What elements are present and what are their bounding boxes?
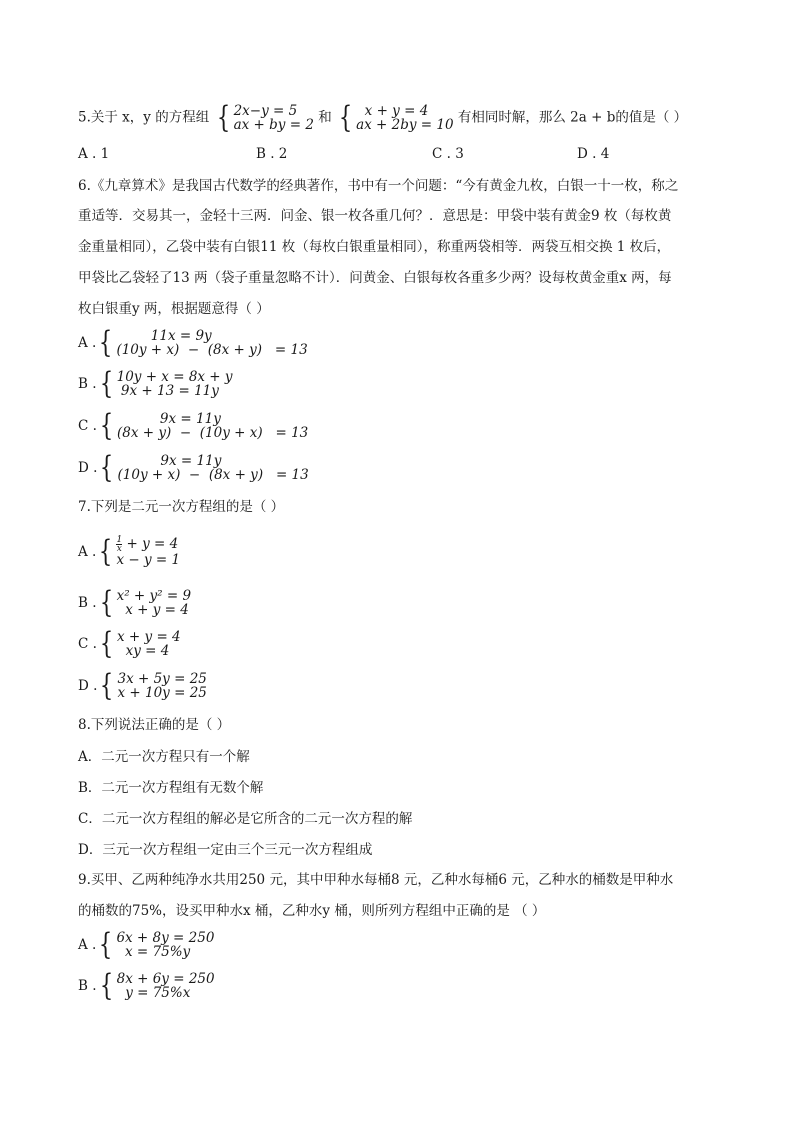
q5-sys2-row1: x + y = 4	[356, 103, 429, 119]
q7-option-d[interactable]: D . { 3x + 5y = 25 x + 10y = 25	[78, 668, 207, 703]
q5-sys2-row2: ax + 2by = 10	[356, 117, 454, 133]
q6-option-a-row1: 11x = 9y	[116, 328, 212, 344]
q7-option-b-row1: x² + y² = 9	[116, 588, 192, 604]
q9-option-b-row1: 8x + 6y = 250	[116, 971, 215, 987]
q7-option-b-label: B .	[78, 595, 97, 611]
q6-option-c-row1: 9x = 11y	[117, 411, 221, 427]
q6-option-c-row2: (8x + y) − (10y + x) = 13	[117, 425, 309, 441]
q6-option-d-row1: 9x = 11y	[117, 453, 222, 469]
q6-option-d-label: D .	[78, 460, 98, 476]
q9-option-a[interactable]: A . { 6x + 8y = 250 x = 75%y	[78, 927, 215, 962]
q7-option-a-label: A .	[78, 543, 97, 560]
q6-line-5: 枚白银重y 两，根据题意得（ ）	[78, 301, 270, 317]
q5-sys1-row1: 2x−y = 5	[233, 103, 298, 119]
q5-choice-c[interactable]: C . 3	[432, 146, 464, 162]
q7-option-d-row1: 3x + 5y = 25	[117, 671, 207, 687]
q6-option-b-row2: 9x + 13 = 11y	[116, 383, 219, 399]
q6-option-a[interactable]: A . { 11x = 9y (10y + x) − (8x + y) = 13	[78, 325, 308, 360]
q5-choice-a[interactable]: A . 1	[78, 146, 110, 162]
q7-option-b-row2: x + y = 4	[116, 602, 189, 618]
q9-option-b-row2: y = 75%x	[116, 985, 191, 1001]
q9-line-2: 的桶数的75%，设买甲种水x 桶，乙种水y 桶，则所列方程组中正确的是 （ ）	[78, 903, 546, 919]
q7-option-c-row2: xy = 4	[117, 643, 170, 659]
q8-option-b[interactable]: B．二元一次方程组有无数个解	[78, 780, 264, 796]
q7-option-c-row1: x + y = 4	[117, 629, 181, 645]
q7-stem: 7.下列是二元一次方程组的是（ ）	[78, 499, 285, 515]
q6-option-b[interactable]: B . { 10y + x = 8x + y 9x + 13 = 11y	[78, 366, 233, 401]
q9-option-a-row2: x = 75%y	[116, 944, 191, 960]
q6-option-c-label: C .	[78, 418, 97, 434]
q6-option-b-label: B .	[78, 376, 97, 392]
q6-option-a-label: A .	[78, 335, 97, 351]
q6-option-d-row2: (10y + x) − (8x + y) = 13	[117, 467, 309, 483]
q8-stem: 8.下列说法正确的是（ ）	[78, 717, 231, 733]
q5-stem	[78, 100, 688, 135]
q6-option-d[interactable]: D . { 9x = 11y (10y + x) − (8x + y) = 13	[78, 450, 309, 485]
q5-prefix: 5.关于 x，y 的方程组	[78, 109, 210, 126]
q7-option-d-label: D .	[78, 678, 98, 694]
q5-choice-b[interactable]: B . 2	[256, 146, 288, 162]
q6-line-1: 6.《九章算术》是我国古代数学的经典著作，书中有一个问题：“今有黄金九枚，白银一十一枚，称之	[78, 178, 679, 194]
q5-sys1-row2: ax + by = 2	[233, 117, 314, 133]
q9-option-b[interactable]: B . { 8x + 6y = 250 y = 75%x	[78, 968, 215, 1003]
q6-option-c[interactable]: C . { 9x = 11y (8x + y) − (10y + x) = 13	[78, 408, 309, 443]
q5-system-2: { x + y = 4 ax + 2by = 10	[338, 100, 454, 135]
q7-option-a-row1: $\frac{1}{x}$ + y = 4	[116, 535, 179, 554]
q7-option-c[interactable]: C . { x + y = 4 xy = 4	[78, 626, 181, 661]
q6-line-3: 金重量相同），乙袋中装有白银11 枚（每枚白银重量相同），称重两袋相等．两袋互相交换 1 枚后，	[78, 239, 671, 255]
q6-option-a-row2: (10y + x) − (8x + y) = 13	[116, 342, 308, 358]
q7-option-a[interactable]: A . { $\frac{1}{x}$ + y = 4 x − y = 1	[78, 533, 181, 569]
q6-option-b-row1: 10y + x = 8x + y	[116, 369, 233, 385]
q7-option-b[interactable]: B . { x² + y² = 9 x + y = 4	[78, 585, 192, 620]
q5-suffix: 有相同时解，那么 2a + b的值是（ ）	[457, 109, 688, 126]
q8-option-a[interactable]: A．二元一次方程只有一个解	[78, 749, 250, 765]
q7-option-a-fraction: $\frac{1}{x}$	[116, 535, 123, 554]
q7-option-d-row2: x + 10y = 25	[117, 685, 207, 701]
q9-option-a-label: A .	[78, 937, 97, 953]
q8-option-c[interactable]: C．二元一次方程组的解必是它所含的二元一次方程的解	[78, 811, 413, 827]
q6-line-4: 甲袋比乙袋轻了13 两（袋子重量忽略不计）．问黄金、白银每枚各重多少两？设每枚黄金重x 两，每	[78, 270, 672, 286]
q5-mid: 和	[318, 109, 332, 126]
q7-option-c-label: C .	[78, 636, 97, 652]
q5-choice-d[interactable]: D . 4	[577, 146, 610, 162]
q9-option-a-row1: 6x + 8y = 250	[116, 930, 215, 946]
q5-system-1: { 2x−y = 5 ax + by = 2	[216, 100, 314, 135]
q6-line-2: 重适等．交易其一，金轻十三两．问金、银一枚各重几何？．意思是：甲袋中装有黄金9 枚（每枚黄	[78, 208, 672, 224]
q7-option-a-row2: x − y = 1	[116, 552, 181, 568]
q9-option-b-label: B .	[78, 978, 97, 994]
q9-line-1: 9.买甲、乙两种纯净水共用250 元，其中甲种水每桶8 元，乙种水每桶6 元，乙种水的桶数是甲种水	[78, 872, 674, 888]
q8-option-d[interactable]: D．三元一次方程组一定由三个三元一次方程组成	[78, 842, 373, 858]
